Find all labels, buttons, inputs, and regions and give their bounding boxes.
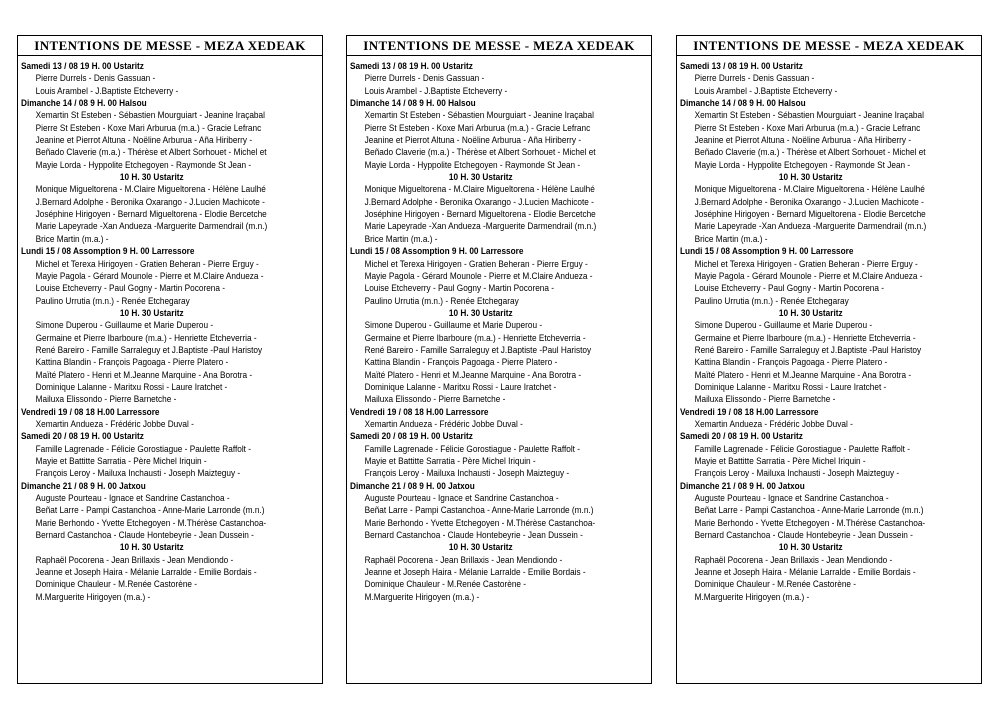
intention-line: Simone Duperou - Guillaume et Marie Duperou - [35, 320, 214, 332]
intention-line: Pierre Durrels - Denis Gassuan - [694, 73, 815, 85]
intention-line: Mayie Pagola - Gérard Mounole - Pierre et M.Claire Andueza - [35, 270, 264, 282]
intention-line: Germaine et Pierre Ibarboure (m.a.) - Henriette Etcheverria - [694, 332, 916, 344]
intention-line: Bernard Castanchoa - Claude Hontebeyrie - Jean Dussein - [694, 530, 913, 542]
intention-line: François Leroy - Mailuxa Inchausti - Joseph Maizteguy - [35, 468, 241, 480]
intention-line: Pierre Durrels - Denis Gassuan - [364, 73, 485, 85]
schedule-heading: 10 H. 30 Ustaritz [778, 542, 843, 554]
intention-line: Monique Migueltorena - M.Claire Migueltorena - Hélène Laulhé [694, 184, 925, 196]
intention-line: Mayie Lorda - Hyppolite Etchegoyen - Raymonde St Jean - [694, 159, 911, 171]
schedule-heading: Samedi 20 / 08 19 H. 00 Ustaritz [21, 431, 144, 443]
intention-line: Jeanine et Pierrot Altuna - Noëline Arburua - Aña Hiriberry - [364, 135, 582, 147]
intention-line: Kattina Blandin - François Pagoaga - Pierre Platero - [364, 357, 558, 369]
intention-line: M.Marguerite Hirigoyen (m.a.) - [35, 591, 151, 603]
schedule-heading: Lundi 15 / 08 Assomption 9 H. 00 Larressore [350, 246, 524, 258]
intention-line: Xemartin Andueza - Frédéric Jobbe Duval - [694, 418, 853, 430]
schedule-heading: Samedi 13 / 08 19 H. 00 Ustaritz [350, 61, 473, 72]
intention-line: Germaine et Pierre Ibarboure (m.a.) - Henriette Etcheverria - [364, 332, 586, 344]
intention-line: Michel et Terexa Hirigoyen - Gratien Beheran - Pierre Erguy - [364, 258, 588, 270]
intention-line: Monique Migueltorena - M.Claire Migueltorena - Hélène Laulhé [35, 184, 266, 196]
mass-intentions-panel-1 [17, 35, 323, 684]
schedule-heading: Dimanche 21 / 08 9 H. 00 Jatxou [350, 480, 475, 492]
intention-line: Brice Martin (m.a.) - [694, 233, 768, 245]
schedule-heading: 10 H. 30 Ustaritz [778, 307, 843, 319]
intention-line: Mailuxa Elissondo - Pierre Barnetche - [35, 394, 177, 406]
mass-intentions-panel-3 [676, 35, 982, 684]
intention-line: Jeanine et Pierrot Altuna - Noëline Arburua - Aña Hiriberry - [35, 135, 253, 147]
intention-line: Raphaël Pocorena - Jean Brillaxis - Jean Mendiondo - [364, 554, 563, 566]
schedule-heading: Samedi 13 / 08 19 H. 00 Ustaritz [21, 61, 144, 72]
intention-line: Mailuxa Elissondo - Pierre Barnetche - [364, 394, 506, 406]
panel-body [18, 56, 322, 604]
intention-line: René Bareiro - Famille Sarraleguy et J.Baptiste -Paul Haristoy [694, 344, 922, 356]
intention-line: Jeanne et Joseph Haira - Mélanie Larralde - Emilie Bordais - [694, 567, 916, 579]
panel-body [677, 56, 981, 604]
intention-line: Marie Berhondo - Yvette Etchegoyen - M.Thérèse Castanchoa- [364, 517, 596, 529]
intention-line: Joséphine Hirigoyen - Bernard Migueltorena - Elodie Bercetche [35, 209, 267, 221]
intention-line: François Leroy - Mailuxa Inchausti - Joseph Maizteguy - [694, 468, 900, 480]
intention-line: M.Marguerite Hirigoyen (m.a.) - [364, 591, 480, 603]
panel-body [347, 56, 651, 604]
intention-line: Pierre St Esteben - Koxe Mari Arburua (m.a.) - Gracie Lefranc [35, 122, 262, 134]
intention-line: Maïté Platero - Henri et M.Jeanne Marquine - Ana Borotra - [35, 369, 253, 381]
schedule-heading: Samedi 13 / 08 19 H. 00 Ustaritz [680, 61, 803, 72]
intention-line: Xemartin St Esteben - Sébastien Mourguiart - Jeanine Iraçabal [35, 110, 265, 122]
intention-line: Xemartin St Esteben - Sébastien Mourguiart - Jeanine Iraçabal [364, 110, 594, 122]
intention-line: Simone Duperou - Guillaume et Marie Duperou - [364, 320, 543, 332]
schedule-heading: Vendredi 19 / 08 18 H.00 Larressore [680, 406, 819, 418]
intention-line: Louise Etcheverry - Paul Gogny - Martin Pocorena - [364, 283, 555, 295]
intention-line: Kattina Blandin - François Pagoaga - Pierre Platero - [35, 357, 229, 369]
schedule-heading: Lundi 15 / 08 Assomption 9 H. 00 Larressore [21, 246, 195, 258]
intention-line: Louise Etcheverry - Paul Gogny - Martin Pocorena - [35, 283, 226, 295]
intention-line: Beñado Claverie (m.a.) - Thérèse et Albert Sorhouet - Michel et [35, 147, 267, 159]
schedule-heading: Vendredi 19 / 08 18 H.00 Larressore [350, 406, 489, 418]
intention-line: Jeanne et Joseph Haira - Mélanie Larralde - Emilie Bordais - [364, 567, 586, 579]
intention-line: Mailuxa Elissondo - Pierre Barnetche - [694, 394, 836, 406]
intention-line: Simone Duperou - Guillaume et Marie Duperou - [694, 320, 873, 332]
intention-line: Mayie Lorda - Hyppolite Etchegoyen - Raymonde St Jean - [35, 159, 252, 171]
intention-line: M.Marguerite Hirigoyen (m.a.) - [694, 591, 810, 603]
intention-line: Bernard Castanchoa - Claude Hontebeyrie - Jean Dussein - [364, 530, 583, 542]
schedule-heading: 10 H. 30 Ustaritz [448, 542, 513, 554]
schedule-heading: Dimanche 14 / 08 9 H. 00 Halsou [680, 98, 806, 110]
intention-line: Michel et Terexa Hirigoyen - Gratien Beheran - Pierre Erguy - [694, 258, 918, 270]
intention-line: Famille Lagrenade - Félicie Gorostiague - Paulette Raffolt - [364, 443, 581, 455]
intention-line: Raphaël Pocorena - Jean Brillaxis - Jean Mendiondo - [694, 554, 893, 566]
intention-line: Famille Lagrenade - Félicie Gorostiague - Paulette Raffolt - [35, 443, 252, 455]
intention-line: François Leroy - Mailuxa Inchausti - Joseph Maizteguy - [364, 468, 570, 480]
intention-line: Marie Lapeyrade -Xan Andueza -Marguerite Darmendrail (m.n.) [35, 221, 268, 233]
schedule-heading: 10 H. 30 Ustaritz [119, 542, 184, 554]
intention-line: Louis Arambel - J.Baptiste Etcheverry - [35, 85, 179, 97]
intention-line: Bernard Castanchoa - Claude Hontebeyrie - Jean Dussein - [35, 530, 254, 542]
intention-line: Brice Martin (m.a.) - [35, 233, 109, 245]
intention-line: René Bareiro - Famille Sarraleguy et J.Baptiste -Paul Haristoy [35, 344, 263, 356]
schedule-heading: Dimanche 21 / 08 9 H. 00 Jatxou [21, 480, 146, 492]
intention-line: Louis Arambel - J.Baptiste Etcheverry - [694, 85, 838, 97]
intention-line: Beñat Larre - Pampi Castanchoa - Anne-Marie Larronde (m.n.) [694, 505, 924, 517]
intention-line: Mayie et Battitte Sarratia - Père Michel Iriquin - [694, 456, 866, 467]
intention-line: Marie Berhondo - Yvette Etchegoyen - M.Thérèse Castanchoa- [694, 517, 926, 529]
panel-title: INTENTIONS DE MESSE - MEZA XEDEAK [677, 36, 981, 56]
schedule-heading: Dimanche 14 / 08 9 H. 00 Halsou [21, 98, 147, 110]
intention-line: Xemartin Andueza - Frédéric Jobbe Duval - [364, 418, 523, 430]
intention-line: Pierre Durrels - Denis Gassuan - [35, 73, 156, 85]
intention-line: Pierre St Esteben - Koxe Mari Arburua (m.a.) - Gracie Lefranc [364, 122, 591, 134]
intention-line: Pierre St Esteben - Koxe Mari Arburua (m.a.) - Gracie Lefranc [694, 122, 921, 134]
schedule-heading: Lundi 15 / 08 Assomption 9 H. 00 Larressore [680, 246, 854, 258]
intention-line: Monique Migueltorena - M.Claire Migueltorena - Hélène Laulhé [364, 184, 595, 196]
schedule-heading: Dimanche 21 / 08 9 H. 00 Jatxou [680, 480, 805, 492]
intention-line: Dominique Chauleur - M.Renée Castorène - [35, 579, 198, 591]
intention-line: René Bareiro - Famille Sarraleguy et J.Baptiste -Paul Haristoy [364, 344, 592, 356]
intention-line: Paulino Urrutia (m.n.) - Renée Etchegaray [364, 295, 519, 307]
intention-line: J.Bernard Adolphe - Beronika Oxarango - J.Lucien Machicote - [694, 196, 924, 208]
intention-line: Mayie Pagola - Gérard Mounole - Pierre et M.Claire Andueza - [694, 270, 923, 282]
intention-line: Beñat Larre - Pampi Castanchoa - Anne-Marie Larronde (m.n.) [35, 505, 265, 517]
intention-line: Michel et Terexa Hirigoyen - Gratien Beheran - Pierre Erguy - [35, 258, 259, 270]
schedule-heading: Samedi 20 / 08 19 H. 00 Ustaritz [350, 431, 473, 443]
intention-line: J.Bernard Adolphe - Beronika Oxarango - J.Lucien Machicote - [35, 196, 265, 208]
intention-line: Xemartin St Esteben - Sébastien Mourguiart - Jeanine Iraçabal [694, 110, 924, 122]
intention-line: Xemartin Andueza - Frédéric Jobbe Duval - [35, 418, 194, 430]
schedule-heading: 10 H. 30 Ustaritz [448, 172, 513, 184]
panel-title: INTENTIONS DE MESSE - MEZA XEDEAK [347, 36, 651, 56]
schedule-heading: Vendredi 19 / 08 18 H.00 Larressore [21, 406, 160, 418]
intention-line: Germaine et Pierre Ibarboure (m.a.) - Henriette Etcheverria - [35, 332, 257, 344]
intention-line: Marie Lapeyrade -Xan Andueza -Marguerite Darmendrail (m.n.) [364, 221, 597, 233]
intention-line: Joséphine Hirigoyen - Bernard Migueltorena - Elodie Bercetche [694, 209, 926, 221]
intention-line: Beñado Claverie (m.a.) - Thérèse et Albert Sorhouet - Michel et [694, 147, 926, 159]
intention-line: Dominique Lalanne - Maritxu Rossi - Laure Iratchet - [35, 381, 228, 393]
intention-line: Famille Lagrenade - Félicie Gorostiague - Paulette Raffolt - [694, 443, 911, 455]
intention-line: Marie Lapeyrade -Xan Andueza -Marguerite Darmendrail (m.n.) [694, 221, 927, 233]
intention-line: Jeanne et Joseph Haira - Mélanie Larralde - Emilie Bordais - [35, 567, 257, 579]
intention-line: Beñat Larre - Pampi Castanchoa - Anne-Marie Larronde (m.n.) [364, 505, 594, 517]
intention-line: Louis Arambel - J.Baptiste Etcheverry - [364, 85, 508, 97]
intention-line: Brice Martin (m.a.) - [364, 233, 438, 245]
intention-line: Louise Etcheverry - Paul Gogny - Martin Pocorena - [694, 283, 885, 295]
intention-line: Kattina Blandin - François Pagoaga - Pierre Platero - [694, 357, 888, 369]
intention-line: Mayie Pagola - Gérard Mounole - Pierre et M.Claire Andueza - [364, 270, 593, 282]
schedule-heading: 10 H. 30 Ustaritz [778, 172, 843, 184]
intention-line: Auguste Pourteau - Ignace et Sandrine Castanchoa - [35, 493, 230, 505]
intention-line: Paulino Urrutia (m.n.) - Renée Etchegaray [694, 295, 849, 307]
schedule-heading: 10 H. 30 Ustaritz [119, 307, 184, 319]
intention-line: Jeanine et Pierrot Altuna - Noëline Arburua - Aña Hiriberry - [694, 135, 912, 147]
intention-line: Dominique Chauleur - M.Renée Castorène - [364, 579, 527, 591]
intention-line: Maïté Platero - Henri et M.Jeanne Marquine - Ana Borotra - [694, 369, 912, 381]
schedule-heading: Dimanche 14 / 08 9 H. 00 Halsou [350, 98, 476, 110]
intention-line: Dominique Lalanne - Maritxu Rossi - Laure Iratchet - [694, 381, 887, 393]
mass-intentions-panel-2 [346, 35, 652, 684]
intention-line: Paulino Urrutia (m.n.) - Renée Etchegaray [35, 295, 190, 307]
intention-line: Mayie et Battitte Sarratia - Père Michel Iriquin - [364, 456, 536, 467]
schedule-heading: 10 H. 30 Ustaritz [119, 172, 184, 184]
panel-title: INTENTIONS DE MESSE - MEZA XEDEAK [18, 36, 322, 56]
intention-line: Auguste Pourteau - Ignace et Sandrine Castanchoa - [364, 493, 559, 505]
intention-line: Beñado Claverie (m.a.) - Thérèse et Albert Sorhouet - Michel et [364, 147, 596, 159]
schedule-heading: Samedi 20 / 08 19 H. 00 Ustaritz [680, 431, 803, 443]
intention-line: Maïté Platero - Henri et M.Jeanne Marquine - Ana Borotra - [364, 369, 582, 381]
intention-line: Mayie et Battitte Sarratia - Père Michel Iriquin - [35, 456, 207, 467]
intention-line: Raphaël Pocorena - Jean Brillaxis - Jean Mendiondo - [35, 554, 234, 566]
intention-line: Auguste Pourteau - Ignace et Sandrine Castanchoa - [694, 493, 889, 505]
intention-line: J.Bernard Adolphe - Beronika Oxarango - J.Lucien Machicote - [364, 196, 594, 208]
intention-line: Mayie Lorda - Hyppolite Etchegoyen - Raymonde St Jean - [364, 159, 581, 171]
schedule-heading: 10 H. 30 Ustaritz [448, 307, 513, 319]
intention-line: Marie Berhondo - Yvette Etchegoyen - M.Thérèse Castanchoa- [35, 517, 267, 529]
intention-line: Joséphine Hirigoyen - Bernard Migueltorena - Elodie Bercetche [364, 209, 596, 221]
intention-line: Dominique Chauleur - M.Renée Castorène - [694, 579, 857, 591]
intention-line: Dominique Lalanne - Maritxu Rossi - Laure Iratchet - [364, 381, 557, 393]
